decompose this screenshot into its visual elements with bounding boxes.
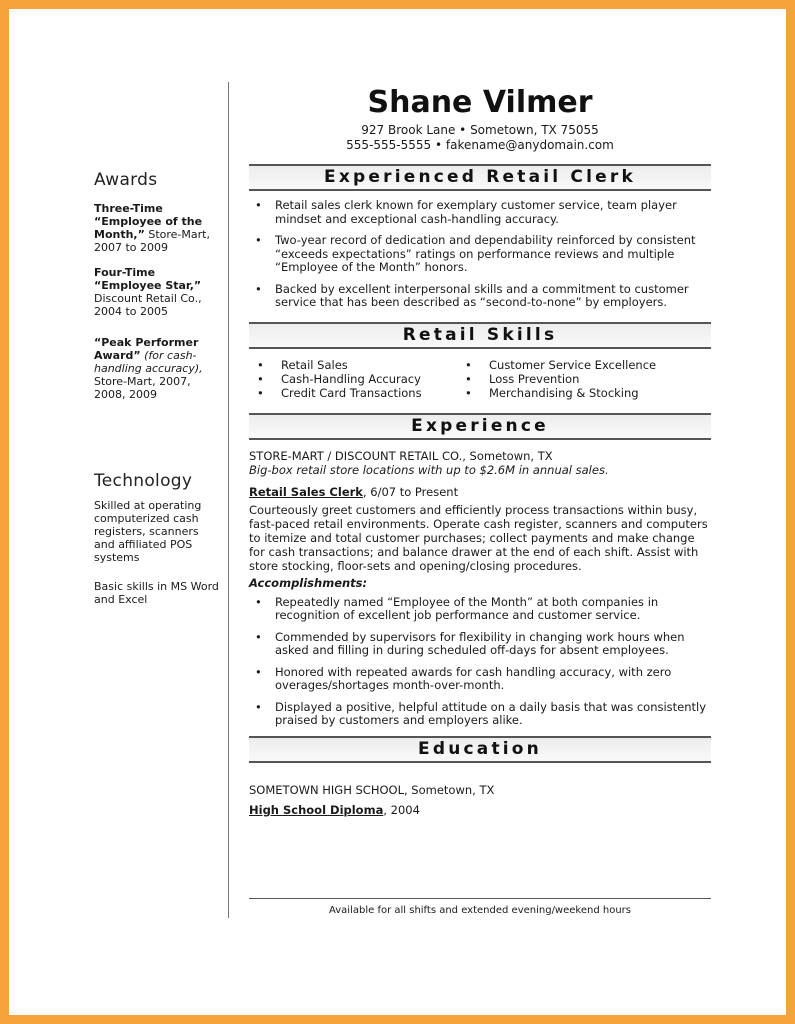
technology-list [94,499,219,606]
experience-section-header [249,413,711,440]
award-title: Four-Time “Employee Star,” [94,266,202,292]
job-title-line [249,485,711,499]
diploma-title: High School Diploma [249,802,384,817]
skills-title: Retail Skills [402,324,558,345]
column-divider [228,82,229,918]
job-title: Retail Sales Clerk [249,484,363,499]
technology-item: Skilled at operating computerized cash registers, scanners and affiliated POS systems [94,499,202,564]
skill-item: • Credit Card Transactions [249,386,457,400]
candidate-name: Shane Vilmer [367,85,593,120]
award-item [94,266,219,318]
summary-bullet: • Backed by excellent interpersonal skills and a commitment to customer service that has been described as “second-to-none” by employers. [249,283,711,310]
skill-item: • Retail Sales [249,358,457,372]
summary-list [249,199,711,310]
footer-rule [249,898,711,899]
skill-item: • Customer Service Excellence [457,358,656,372]
technology-item: Basic skills in MS Word and Excel [94,580,219,606]
skills-section-header [249,322,711,349]
award-detail: Store-Mart, 2007 to 2009 [94,228,210,254]
award-item [94,202,219,254]
main-column [249,85,711,817]
education-title: Education [418,738,542,759]
technology-heading: Technology [94,471,193,491]
education-section-header [249,736,711,763]
summary-section-header [249,164,711,191]
job-dates: , 6/07 to Present [362,484,459,499]
accomplishment-bullet: • Honored with repeated awards for cash handling accuracy, with zero overages/shortages month-over-month. [249,666,711,693]
accomplishment-bullet: • Repeatedly named “Employee of the Month” at both companies in recognition of excellent job performance and customer service. [249,596,711,623]
availability-note: Available for all shifts and extended evening/weekend hours [329,905,631,916]
accomplishment-bullet: • Displayed a positive, helpful attitude on a daily basis that was consistently praised by customers and employers alike. [249,701,711,728]
award-title: “Peak Performer Award” [94,336,199,362]
school-name: SOMETOWN HIGH SCHOOL, Sometown, TX [249,782,495,797]
accomplishments-title: Accomplishments: [249,575,368,590]
employer-description: Big-box retail store locations with up to $2.6M in annual sales. [249,462,609,477]
award-note: (for cash-handling accuracy), [94,349,203,375]
summary-title: Experienced Retail Clerk [324,167,636,187]
award-title: Three-Time “Employee of the Month,” [94,202,203,241]
award-detail: Store-Mart, 2007, 2008, 2009 [94,375,191,401]
accomplishments-list [249,596,711,728]
sidebar [94,170,219,622]
skill-item: • Cash-Handling Accuracy [249,372,457,386]
skill-item: • Merchandising & Stocking [457,386,656,400]
summary-bullet: • Retail sales clerk known for exemplary customer service, team player mindset and exceptional cash-handling accuracy. [249,199,711,226]
accomplishment-bullet: • Commended by supervisors for flexibility in changing work hours when asked and filling in during scheduled off-days for absent employees. [249,631,711,658]
award-item [94,336,219,401]
awards-heading: Awards [94,170,158,190]
skills-column-right [457,358,656,400]
contact-line: 555-555-5555 • fakename@anydomain.com [346,138,614,152]
employer-name: STORE-MART / DISCOUNT RETAIL CO., Sometown, TX [249,448,553,463]
diploma-year: , 2004 [383,802,420,817]
job-description: Courteously greet customers and efficiently process transactions within busy, fast-paced retail environments. Operate cash register, scanners and computers to itemize and total customer purchases; collect payments and make change for cash transactions; and balance drawer at the end of each shift. Assist with store stocking, floor-sets and opening/closing procedures. [249,502,708,573]
skills-grid [249,358,711,400]
skill-item: • Loss Prevention [457,372,656,386]
award-detail: Discount Retail Co., 2004 to 2005 [94,292,202,318]
experience-title: Experience [411,415,549,436]
address-line: 927 Brook Lane • Sometown, TX 75055 [361,123,599,137]
summary-bullet: • Two-year record of dedication and dependability reinforced by consistent “exceeds expectations” ratings on performance reviews and multiple “Employee of the Month” honors. [249,234,711,275]
skills-column-left [249,358,457,400]
diploma-line [249,803,711,817]
